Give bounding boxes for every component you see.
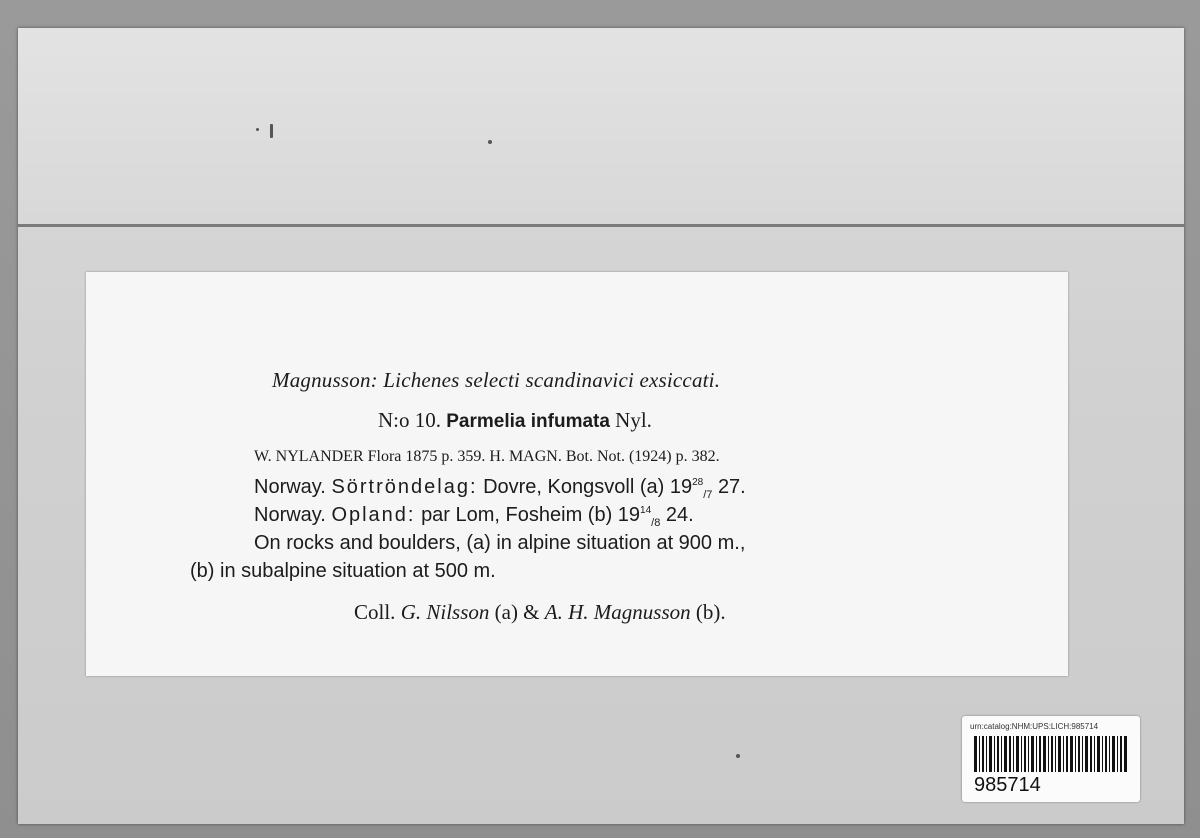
- barcode-bars: [974, 736, 1128, 772]
- locality-province: Opland:: [331, 504, 416, 526]
- date-year: 27.: [717, 476, 746, 498]
- collector-a: G. Nilsson: [400, 600, 490, 624]
- speck: [736, 754, 740, 758]
- locality-line-a: [254, 476, 746, 501]
- date-month: /8: [651, 517, 661, 529]
- collectors-line: [354, 600, 726, 625]
- specimen-number: N:o 10.: [378, 408, 441, 432]
- literature-references: W. NYLANDER Flora 1875 p. 359. H. MAGN. Bot. Not. (1924) p. 382.: [254, 448, 720, 465]
- locality-country: Norway.: [254, 504, 326, 526]
- habitat-line-1: On rocks and boulders, (a) in alpine situation at 900 m.,: [254, 532, 746, 554]
- packet-flap: [18, 28, 1184, 227]
- locality-place: Dovre, Kongsvoll (a) 19: [483, 476, 693, 498]
- locality-place: par Lom, Fosheim (b) 19: [421, 504, 641, 526]
- collector-b: A. H. Magnusson: [544, 600, 691, 624]
- speck: [256, 128, 259, 131]
- specimen-number-line: [378, 408, 652, 433]
- collector-b-mark: (b).: [695, 600, 726, 624]
- species-name: Parmelia infumata: [446, 411, 610, 432]
- habitat-line-2: (b) in subalpine situation at 500 m.: [190, 560, 496, 582]
- barcode-label: [962, 716, 1140, 802]
- locality-country: Norway.: [254, 476, 326, 498]
- date-day: 28: [692, 477, 704, 488]
- date-day: 14: [640, 505, 652, 516]
- speck: [270, 124, 273, 138]
- locality-province: Sörtröndelag:: [331, 476, 478, 498]
- collectors-prefix: Coll.: [354, 600, 396, 624]
- collector-a-mark: (a) &: [494, 600, 540, 624]
- series-title: Magnusson: Lichenes selecti scandinavici exsiccati.: [272, 368, 721, 392]
- locality-line-b: [254, 504, 694, 529]
- barcode-number: 985714: [974, 774, 1041, 796]
- specimen-label: [86, 272, 1068, 676]
- species-author: Nyl.: [615, 408, 652, 432]
- speck: [488, 140, 492, 144]
- date-month: /7: [703, 489, 713, 501]
- barcode-urn-text: urn:catalog:NHM:UPS:LICH:985714: [970, 722, 1099, 731]
- date-year: 24.: [665, 504, 694, 526]
